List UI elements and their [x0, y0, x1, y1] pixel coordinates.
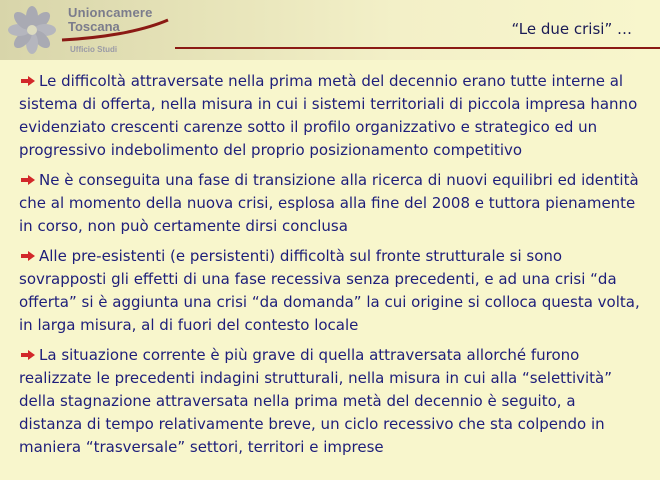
paragraph-text: Ne è conseguita una fase di transizione alla ricerca di nuovi equilibri ed identità che al momento della nuova crisi, esplosa alla fine del 2008 e tuttora pienamente in corso, non può certamente dirsi conclusa [19, 171, 639, 235]
red-arrow-icon [21, 251, 35, 261]
paragraph-text: La situazione corrente è più grave di quella attraversata allorché furono realizzate le precedenti indagini strutturali, nella misura in cui alla “selettività” della stagnazione attraversata nella prima metà del decennio è seguito, a distanza di tempo relativamente breve, un ciclo recessivo che sta colpendo in maniera “trasversale” settori, territori e imprese [19, 346, 613, 456]
brand-subtitle: Ufficio Studi [70, 45, 118, 54]
brand-line2: Toscana [68, 19, 120, 34]
paragraph-4 [19, 344, 641, 459]
slide-title: “Le due crisi” … [511, 20, 632, 38]
red-arrow-icon [21, 76, 35, 86]
paragraph-1 [19, 70, 641, 162]
header-divider [175, 47, 660, 49]
paragraph-3 [19, 245, 641, 337]
slide-content [19, 70, 641, 466]
slide-header [0, 0, 660, 60]
paragraph-text: Le difficoltà attraversate nella prima metà del decennio erano tutte interne al sistema di offerta, nella misura in cui i sistemi territoriali di piccola impresa hanno evidenziato crescenti carenze sotto il profilo organizzativo e strategico ed un progressivo indebolimento del proprio posizionamento competitivo [19, 72, 638, 159]
red-arrow-icon [21, 350, 35, 360]
red-arrow-icon [21, 175, 35, 185]
paragraph-2 [19, 169, 641, 238]
brand-line1: Unioncamere [68, 5, 153, 20]
paragraph-text: Alle pre-esistenti (e persistenti) difficoltà sul fronte strutturale si sono sovrapposti gli effetti di una fase recessiva senza precedenti, e ad una crisi “da offerta” si è aggiunta una crisi “da domanda” la cui origine si colloca questa volta, in larga misura, al di fuori del contesto locale [19, 247, 640, 334]
brand-swoosh-icon [60, 18, 170, 42]
unioncamere-logo-icon [6, 4, 58, 56]
